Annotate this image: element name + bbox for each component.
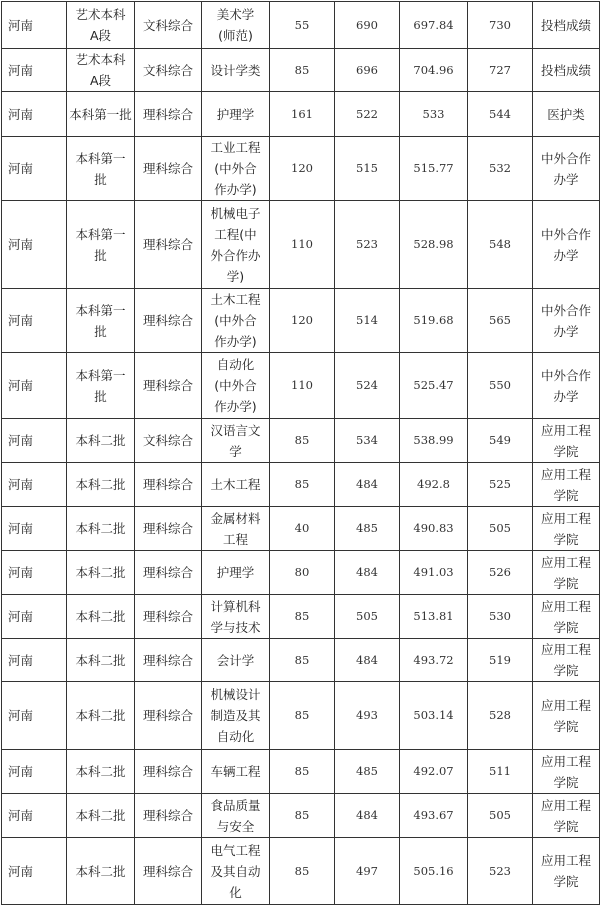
plan-count-cell: 120 (270, 137, 335, 201)
table-row (2, 419, 600, 463)
subject-cell: 理科综合 (135, 639, 202, 682)
plan-count-cell: 85 (270, 838, 335, 905)
table-row (2, 463, 600, 507)
table-row (2, 507, 600, 551)
major-cell: 汉语言文 学 (202, 419, 270, 463)
max-score-cell: 549 (468, 419, 533, 463)
batch-cell: 本科二批 (67, 794, 135, 838)
avg-score-cell: 513.81 (400, 595, 468, 639)
province-cell: 河南 (2, 463, 67, 507)
batch-cell: 本科二批 (67, 419, 135, 463)
batch-cell: 本科二批 (67, 682, 135, 750)
note-cell: 应用工程 学院 (533, 794, 600, 838)
province-cell: 河南 (2, 682, 67, 750)
plan-count-cell: 85 (270, 595, 335, 639)
avg-score-cell: 493.67 (400, 794, 468, 838)
min-score-cell: 522 (335, 92, 400, 137)
avg-score-cell: 697.84 (400, 2, 468, 49)
major-cell: 食品质量 与安全 (202, 794, 270, 838)
note-cell: 应用工程 学院 (533, 682, 600, 750)
batch-cell: 本科第一批 (67, 92, 135, 137)
admission-score-table (1, 1, 600, 905)
plan-count-cell: 55 (270, 2, 335, 49)
province-cell: 河南 (2, 2, 67, 49)
plan-count-cell: 110 (270, 353, 335, 419)
batch-cell: 本科第一 批 (67, 201, 135, 289)
note-cell: 应用工程 学院 (533, 639, 600, 682)
province-cell: 河南 (2, 419, 67, 463)
max-score-cell: 565 (468, 289, 533, 353)
batch-cell: 本科第一 批 (67, 289, 135, 353)
table-row (2, 49, 600, 92)
avg-score-cell: 505.16 (400, 838, 468, 905)
min-score-cell: 524 (335, 353, 400, 419)
note-cell: 应用工程 学院 (533, 419, 600, 463)
subject-cell: 文科综合 (135, 2, 202, 49)
min-score-cell: 484 (335, 794, 400, 838)
min-score-cell: 534 (335, 419, 400, 463)
note-cell: 中外合作 办学 (533, 201, 600, 289)
table-row (2, 838, 600, 905)
max-score-cell: 550 (468, 353, 533, 419)
table-row (2, 682, 600, 750)
province-cell: 河南 (2, 201, 67, 289)
major-cell: 车辆工程 (202, 750, 270, 794)
batch-cell: 本科二批 (67, 463, 135, 507)
plan-count-cell: 85 (270, 463, 335, 507)
subject-cell: 理科综合 (135, 750, 202, 794)
subject-cell: 文科综合 (135, 49, 202, 92)
min-score-cell: 515 (335, 137, 400, 201)
avg-score-cell: 538.99 (400, 419, 468, 463)
avg-score-cell: 491.03 (400, 551, 468, 595)
min-score-cell: 690 (335, 2, 400, 49)
major-cell: 工业工程 (中外合 作办学) (202, 137, 270, 201)
avg-score-cell: 519.68 (400, 289, 468, 353)
subject-cell: 理科综合 (135, 463, 202, 507)
max-score-cell: 511 (468, 750, 533, 794)
plan-count-cell: 110 (270, 201, 335, 289)
avg-score-cell: 490.83 (400, 507, 468, 551)
note-cell: 应用工程 学院 (533, 551, 600, 595)
max-score-cell: 530 (468, 595, 533, 639)
note-cell: 中外合作 办学 (533, 353, 600, 419)
note-cell: 应用工程 学院 (533, 595, 600, 639)
max-score-cell: 528 (468, 682, 533, 750)
table-row (2, 92, 600, 137)
table-row (2, 201, 600, 289)
province-cell: 河南 (2, 595, 67, 639)
batch-cell: 本科二批 (67, 838, 135, 905)
note-cell: 应用工程 学院 (533, 838, 600, 905)
max-score-cell: 505 (468, 507, 533, 551)
max-score-cell: 526 (468, 551, 533, 595)
table-row (2, 289, 600, 353)
max-score-cell: 544 (468, 92, 533, 137)
avg-score-cell: 528.98 (400, 201, 468, 289)
batch-cell: 本科二批 (67, 639, 135, 682)
min-score-cell: 485 (335, 750, 400, 794)
table-row (2, 137, 600, 201)
province-cell: 河南 (2, 838, 67, 905)
table-row (2, 639, 600, 682)
avg-score-cell: 704.96 (400, 49, 468, 92)
max-score-cell: 532 (468, 137, 533, 201)
table-row (2, 2, 600, 49)
major-cell: 土木工程 (中外合 作办学) (202, 289, 270, 353)
min-score-cell: 484 (335, 463, 400, 507)
subject-cell: 理科综合 (135, 507, 202, 551)
plan-count-cell: 85 (270, 49, 335, 92)
min-score-cell: 514 (335, 289, 400, 353)
major-cell: 护理学 (202, 92, 270, 137)
note-cell: 投档成绩 (533, 2, 600, 49)
note-cell: 应用工程 学院 (533, 507, 600, 551)
note-cell: 医护类 (533, 92, 600, 137)
subject-cell: 理科综合 (135, 289, 202, 353)
max-score-cell: 730 (468, 2, 533, 49)
batch-cell: 本科第一 批 (67, 353, 135, 419)
subject-cell: 理科综合 (135, 201, 202, 289)
subject-cell: 理科综合 (135, 353, 202, 419)
province-cell: 河南 (2, 794, 67, 838)
province-cell: 河南 (2, 49, 67, 92)
avg-score-cell: 533 (400, 92, 468, 137)
major-cell: 美术学 (师范) (202, 2, 270, 49)
major-cell: 会计学 (202, 639, 270, 682)
major-cell: 护理学 (202, 551, 270, 595)
table-body (2, 2, 600, 905)
note-cell: 应用工程 学院 (533, 750, 600, 794)
major-cell: 金属材料 工程 (202, 507, 270, 551)
note-cell: 中外合作 办学 (533, 137, 600, 201)
plan-count-cell: 85 (270, 794, 335, 838)
batch-cell: 艺术本科 A段 (67, 2, 135, 49)
max-score-cell: 519 (468, 639, 533, 682)
subject-cell: 理科综合 (135, 137, 202, 201)
batch-cell: 本科第一 批 (67, 137, 135, 201)
province-cell: 河南 (2, 137, 67, 201)
province-cell: 河南 (2, 353, 67, 419)
plan-count-cell: 85 (270, 419, 335, 463)
min-score-cell: 484 (335, 639, 400, 682)
subject-cell: 理科综合 (135, 838, 202, 905)
major-cell: 设计学类 (202, 49, 270, 92)
table-row (2, 353, 600, 419)
major-cell: 机械电子 工程(中 外合作办 学) (202, 201, 270, 289)
subject-cell: 理科综合 (135, 595, 202, 639)
table-row (2, 595, 600, 639)
avg-score-cell: 525.47 (400, 353, 468, 419)
province-cell: 河南 (2, 92, 67, 137)
plan-count-cell: 40 (270, 507, 335, 551)
batch-cell: 本科二批 (67, 507, 135, 551)
avg-score-cell: 492.8 (400, 463, 468, 507)
subject-cell: 理科综合 (135, 682, 202, 750)
note-cell: 应用工程 学院 (533, 463, 600, 507)
major-cell: 土木工程 (202, 463, 270, 507)
plan-count-cell: 85 (270, 750, 335, 794)
major-cell: 机械设计 制造及其 自动化 (202, 682, 270, 750)
min-score-cell: 485 (335, 507, 400, 551)
max-score-cell: 523 (468, 838, 533, 905)
min-score-cell: 493 (335, 682, 400, 750)
plan-count-cell: 85 (270, 682, 335, 750)
subject-cell: 理科综合 (135, 92, 202, 137)
min-score-cell: 497 (335, 838, 400, 905)
min-score-cell: 484 (335, 551, 400, 595)
max-score-cell: 548 (468, 201, 533, 289)
plan-count-cell: 161 (270, 92, 335, 137)
province-cell: 河南 (2, 289, 67, 353)
plan-count-cell: 120 (270, 289, 335, 353)
avg-score-cell: 492.07 (400, 750, 468, 794)
batch-cell: 艺术本科 A段 (67, 49, 135, 92)
major-cell: 电气工程 及其自动 化 (202, 838, 270, 905)
province-cell: 河南 (2, 639, 67, 682)
max-score-cell: 727 (468, 49, 533, 92)
max-score-cell: 525 (468, 463, 533, 507)
note-cell: 中外合作 办学 (533, 289, 600, 353)
batch-cell: 本科二批 (67, 750, 135, 794)
note-cell: 投档成绩 (533, 49, 600, 92)
avg-score-cell: 515.77 (400, 137, 468, 201)
batch-cell: 本科二批 (67, 551, 135, 595)
min-score-cell: 696 (335, 49, 400, 92)
province-cell: 河南 (2, 551, 67, 595)
major-cell: 自动化 (中外合 作办学) (202, 353, 270, 419)
plan-count-cell: 85 (270, 639, 335, 682)
batch-cell: 本科二批 (67, 595, 135, 639)
min-score-cell: 523 (335, 201, 400, 289)
subject-cell: 理科综合 (135, 551, 202, 595)
province-cell: 河南 (2, 507, 67, 551)
subject-cell: 文科综合 (135, 419, 202, 463)
subject-cell: 理科综合 (135, 794, 202, 838)
avg-score-cell: 503.14 (400, 682, 468, 750)
province-cell: 河南 (2, 750, 67, 794)
plan-count-cell: 80 (270, 551, 335, 595)
avg-score-cell: 493.72 (400, 639, 468, 682)
major-cell: 计算机科 学与技术 (202, 595, 270, 639)
table-row (2, 551, 600, 595)
min-score-cell: 505 (335, 595, 400, 639)
table-row (2, 794, 600, 838)
max-score-cell: 505 (468, 794, 533, 838)
table-row (2, 750, 600, 794)
